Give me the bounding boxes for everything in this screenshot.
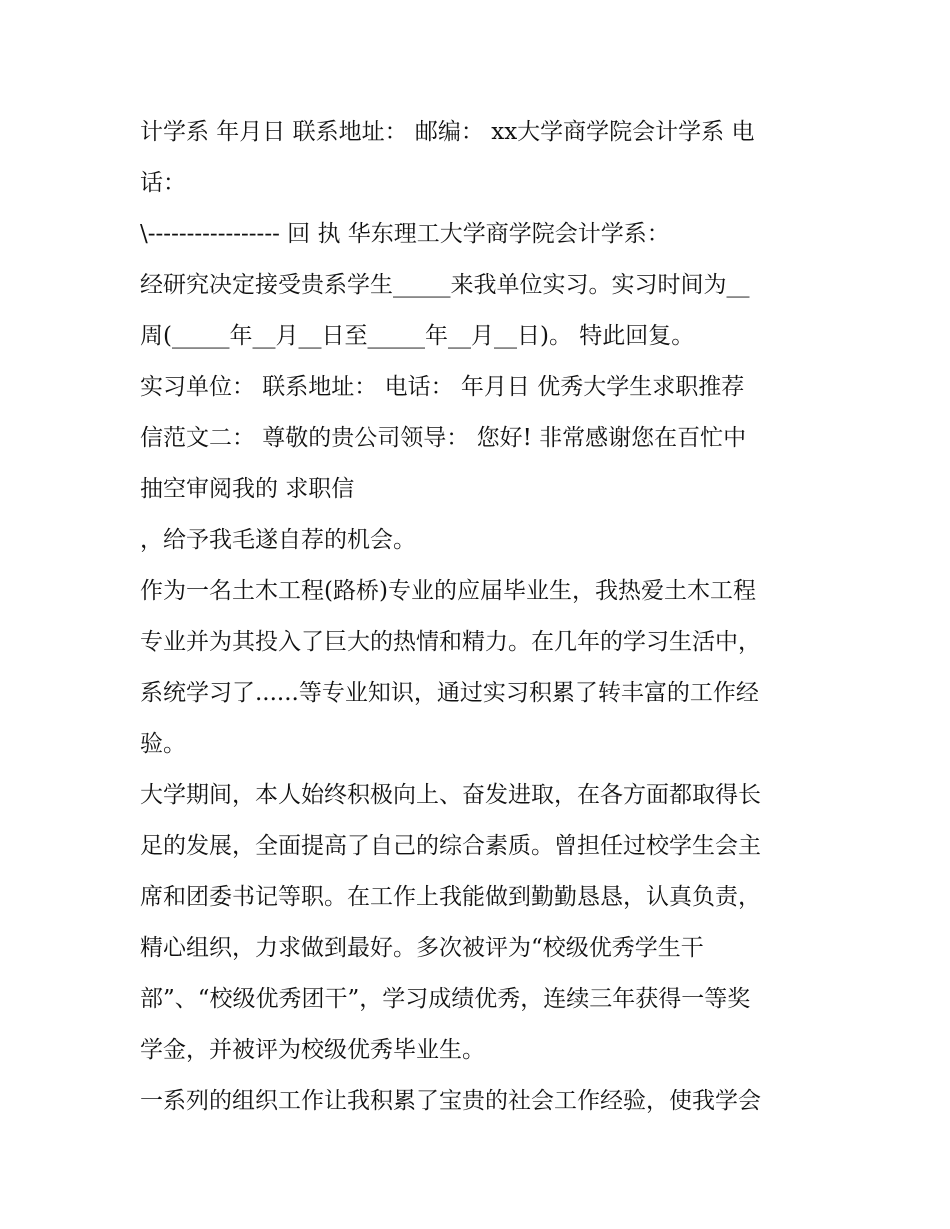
text-line: 信范文二： 尊敬的贵公司领导： 您好! 非常感谢您在百忙中 [140,425,747,451]
text-line: \----------------- 回 执 华东理工大学商学院会计学系： [140,221,670,247]
text-line: 经研究决定接受贵系学生_____来我单位实习。实习时间为__ [140,272,750,298]
text-line: 计学系 年月日 联系地址： 邮编： xx大学商学院会计学系 电 [140,119,755,145]
text-line: 部”、“校级优秀团干”，学习成绩优秀，连续三年获得一等奖 [140,986,751,1012]
document-body [140,107,820,1127]
text-line: 席和团委书记等职。在工作上我能做到勤勤恳恳，认真负责， [140,884,761,910]
text-line: 抽空审阅我的 求职信 [140,476,355,502]
text-line: 话： [140,170,186,196]
text-line: 作为一名土木工程(路桥)专业的应届毕业生，我热爱土木工程 [140,578,756,604]
text-line: 精心组织，力求做到最好。多次被评为“校级优秀学生干 [140,935,704,961]
text-line: 专业并为其投入了巨大的热情和精力。在几年的学习生活中， [140,629,761,655]
text-line: 系统学习了......等专业知识，通过实习积累了转丰富的工作经 [140,680,759,706]
text-line: 大学期间，本人始终积极向上、奋发进取，在各方面都取得长 [140,782,761,808]
text-line: 一系列的组织工作让我积累了宝贵的社会工作经验，使我学会 [140,1088,761,1114]
text-line: 验。 [140,731,186,757]
text-line: ，给予我毛遂自荐的机会。 [140,527,416,553]
text-line: 学金，并被评为校级优秀毕业生。 [140,1037,485,1063]
text-line: 实习单位： 联系地址： 电话： 年月日 优秀大学生求职推荐 [140,374,745,400]
text-line: 周(_____年__月__日至_____年__月__日)。 特此回复。 [140,323,695,349]
text-line: 足的发展，全面提高了自己的综合素质。曾担任过校学生会主 [140,833,761,859]
